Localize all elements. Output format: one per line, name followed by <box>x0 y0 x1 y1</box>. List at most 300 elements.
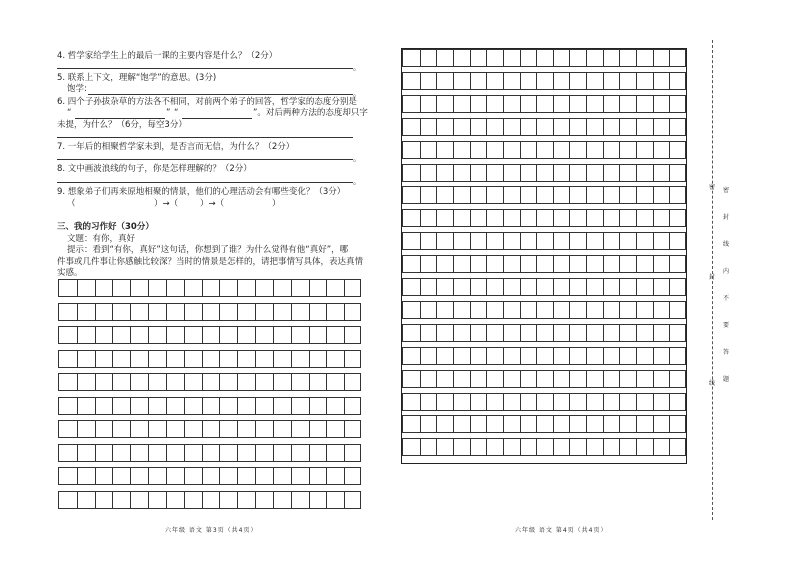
grid-cell-divider <box>219 327 220 343</box>
grid-cell-divider <box>420 233 421 249</box>
grid-cell-divider <box>273 421 274 437</box>
grid-cell-divider <box>553 50 554 66</box>
grid-cell-divider <box>520 256 521 272</box>
grid-cell-divider <box>553 371 554 387</box>
grid-cell-divider <box>653 439 654 455</box>
grid-cell-divider <box>219 492 220 508</box>
answer-line-q8[interactable] <box>57 182 353 183</box>
grid-cell-divider <box>636 73 637 89</box>
grid-cell-divider <box>536 50 537 66</box>
grid-cell-divider <box>420 416 421 432</box>
grid-cell-divider <box>470 256 471 272</box>
grid-cell-divider <box>470 348 471 364</box>
grid-cell-divider <box>636 142 637 158</box>
question-7: 7. 一年后的相聚哲学家未到，是否言而无信，为什么？（2分） <box>57 142 295 152</box>
answer-line-q6[interactable] <box>57 137 353 138</box>
grid-cell-divider <box>344 421 345 437</box>
grid-cell-divider <box>255 468 256 484</box>
answer-line-q5[interactable] <box>88 94 353 95</box>
grid-cell-divider <box>309 445 310 461</box>
grid-cell-divider <box>669 325 670 341</box>
grid-cell-divider <box>586 279 587 295</box>
grid-cell-divider <box>184 327 185 343</box>
grid-cell-divider <box>166 468 167 484</box>
grid-cell-divider <box>291 445 292 461</box>
grid-cell-divider <box>486 187 487 203</box>
grid-cell-divider <box>603 348 604 364</box>
seal-char: 密 <box>708 184 715 191</box>
grid-cell-divider <box>436 165 437 181</box>
grid-cell-divider <box>503 119 504 135</box>
grid-cell-divider <box>273 374 274 390</box>
grid-cell-divider <box>453 142 454 158</box>
grid-cell-divider <box>653 142 654 158</box>
grid-cell-divider <box>436 416 437 432</box>
grid-cell-divider <box>420 119 421 135</box>
grid-cell-divider <box>619 371 620 387</box>
grid-cell-divider <box>148 468 149 484</box>
grid-cell-divider <box>273 492 274 508</box>
grid-cell-divider <box>344 280 345 296</box>
grid-cell-divider <box>273 304 274 320</box>
grid-cell-divider <box>237 468 238 484</box>
grid-cell-divider <box>653 210 654 226</box>
grid-cell-divider <box>569 371 570 387</box>
grid-row <box>402 186 686 204</box>
grid-cell-divider <box>184 398 185 414</box>
grid-cell-divider <box>603 325 604 341</box>
grid-cell-divider <box>503 210 504 226</box>
grid-cell-divider <box>95 492 96 508</box>
grid-cell-divider <box>486 416 487 432</box>
grid-cell-divider <box>77 492 78 508</box>
grid-cell-divider <box>586 302 587 318</box>
grid-cell-divider <box>273 280 274 296</box>
grid-cell-divider <box>486 119 487 135</box>
grid-cell-divider <box>619 279 620 295</box>
grid-cell-divider <box>420 165 421 181</box>
grid-cell-divider <box>486 73 487 89</box>
grid-cell-divider <box>586 394 587 410</box>
grid-cell-divider <box>344 468 345 484</box>
grid-cell-divider <box>586 233 587 249</box>
grid-cell-divider <box>669 394 670 410</box>
grid-cell-divider <box>453 73 454 89</box>
grid-cell-divider <box>536 256 537 272</box>
grid-cell-divider <box>636 233 637 249</box>
grid-cell-divider <box>486 96 487 112</box>
grid-cell-divider <box>520 165 521 181</box>
grid-row <box>402 370 686 388</box>
grid-cell-divider <box>553 439 554 455</box>
grid-cell-divider <box>520 73 521 89</box>
grid-cell-divider <box>255 280 256 296</box>
grid-cell-divider <box>569 165 570 181</box>
grid-cell-divider <box>420 279 421 295</box>
grid-cell-divider <box>309 492 310 508</box>
grid-cell-divider <box>436 325 437 341</box>
grid-cell-divider <box>669 348 670 364</box>
grid-cell-divider <box>95 445 96 461</box>
grid-cell-divider <box>569 256 570 272</box>
grid-row <box>402 95 686 113</box>
grid-cell-divider <box>420 50 421 66</box>
grid-cell-divider <box>470 119 471 135</box>
grid-cell-divider <box>669 96 670 112</box>
grid-cell-divider <box>536 371 537 387</box>
grid-cell-divider <box>569 279 570 295</box>
grid-cell-divider <box>536 279 537 295</box>
grid-cell-divider <box>669 439 670 455</box>
grid-row <box>58 467 361 485</box>
grid-cell-divider <box>653 50 654 66</box>
grid-cell-divider <box>255 304 256 320</box>
question-8: 8. 文中画波浪线的句子，你是怎样理解的？（2分） <box>57 164 252 174</box>
grid-cell-divider <box>520 302 521 318</box>
grid-cell-divider <box>436 302 437 318</box>
grid-cell-divider <box>520 50 521 66</box>
grid-cell-divider <box>166 327 167 343</box>
grid-cell-divider <box>669 119 670 135</box>
grid-cell-divider <box>569 439 570 455</box>
grid-cell-divider <box>636 302 637 318</box>
grid-cell-divider <box>636 348 637 364</box>
grid-cell-divider <box>166 280 167 296</box>
grid-cell-divider <box>536 394 537 410</box>
grid-cell-divider <box>255 351 256 367</box>
grid-cell-divider <box>344 327 345 343</box>
question-4: 4. 哲学家给学生上的最后一课的主要内容是什么？（2分） <box>57 51 278 61</box>
grid-cell-divider <box>436 187 437 203</box>
grid-cell-divider <box>184 445 185 461</box>
grid-cell-divider <box>453 210 454 226</box>
grid-cell-divider <box>636 394 637 410</box>
page-footer-left: 六年级 语文 第3页（共4页） <box>165 527 258 534</box>
grid-row <box>402 347 686 365</box>
grid-cell-divider <box>202 398 203 414</box>
grid-cell-divider <box>636 187 637 203</box>
grid-cell-divider <box>553 416 554 432</box>
grid-cell-divider <box>184 492 185 508</box>
grid-cell-divider <box>202 374 203 390</box>
grid-cell-divider <box>130 327 131 343</box>
grid-cell-divider <box>95 398 96 414</box>
grid-cell-divider <box>166 421 167 437</box>
grid-cell-divider <box>112 445 113 461</box>
grid-cell-divider <box>436 394 437 410</box>
grid-cell-divider <box>453 233 454 249</box>
grid-row <box>402 278 686 296</box>
grid-cell-divider <box>669 233 670 249</box>
grid-cell-divider <box>453 325 454 341</box>
essay-hint-line3: 实感。 <box>57 268 83 278</box>
grid-cell-divider <box>420 73 421 89</box>
grid-cell-divider <box>503 325 504 341</box>
grid-cell-divider <box>486 371 487 387</box>
grid-cell-divider <box>520 371 521 387</box>
grid-cell-divider <box>586 50 587 66</box>
grid-cell-divider <box>436 279 437 295</box>
grid-cell-divider <box>326 280 327 296</box>
grid-cell-divider <box>453 394 454 410</box>
grid-cell-divider <box>148 398 149 414</box>
grid-cell-divider <box>669 73 670 89</box>
grid-cell-divider <box>291 351 292 367</box>
grid-cell-divider <box>603 233 604 249</box>
grid-cell-divider <box>166 374 167 390</box>
grid-cell-divider <box>184 304 185 320</box>
grid-cell-divider <box>669 187 670 203</box>
grid-cell-divider <box>603 96 604 112</box>
grid-row <box>402 255 686 273</box>
grid-cell-divider <box>112 351 113 367</box>
grid-row <box>402 438 686 456</box>
grid-cell-divider <box>603 73 604 89</box>
grid-cell-divider <box>486 325 487 341</box>
grid-cell-divider <box>520 325 521 341</box>
grid-row <box>402 118 686 136</box>
grid-cell-divider <box>344 398 345 414</box>
grid-cell-divider <box>309 398 310 414</box>
grid-cell-divider <box>130 280 131 296</box>
grid-cell-divider <box>202 351 203 367</box>
grid-cell-divider <box>619 210 620 226</box>
grid-cell-divider <box>536 73 537 89</box>
grid-cell-divider <box>420 187 421 203</box>
grid-cell-divider <box>291 280 292 296</box>
grid-cell-divider <box>237 445 238 461</box>
grid-cell-divider <box>470 210 471 226</box>
grid-cell-divider <box>586 96 587 112</box>
grid-cell-divider <box>603 119 604 135</box>
grid-cell-divider <box>486 256 487 272</box>
grid-cell-divider <box>166 492 167 508</box>
grid-cell-divider <box>520 96 521 112</box>
grid-cell-divider <box>486 348 487 364</box>
grid-cell-divider <box>653 325 654 341</box>
grid-cell-divider <box>503 96 504 112</box>
grid-cell-divider <box>344 492 345 508</box>
grid-cell-divider <box>148 304 149 320</box>
grid-cell-divider <box>470 73 471 89</box>
grid-cell-divider <box>309 421 310 437</box>
grid-cell-divider <box>586 119 587 135</box>
grid-cell-divider <box>470 50 471 66</box>
grid-cell-divider <box>326 421 327 437</box>
grid-cell-divider <box>486 302 487 318</box>
composition-grid-right[interactable] <box>401 48 687 464</box>
grid-cell-divider <box>453 439 454 455</box>
grid-cell-divider <box>237 351 238 367</box>
grid-cell-divider <box>326 327 327 343</box>
grid-cell-divider <box>420 394 421 410</box>
grid-cell-divider <box>653 302 654 318</box>
answer-line-q7[interactable] <box>57 159 353 160</box>
grid-cell-divider <box>273 327 274 343</box>
grid-cell-divider <box>470 165 471 181</box>
grid-cell-divider <box>553 119 554 135</box>
grid-cell-divider <box>420 371 421 387</box>
grid-cell-divider <box>503 165 504 181</box>
grid-cell-divider <box>586 371 587 387</box>
grid-cell-divider <box>166 445 167 461</box>
grid-cell-divider <box>453 256 454 272</box>
grid-cell-divider <box>669 210 670 226</box>
grid-cell-divider <box>553 210 554 226</box>
grid-cell-divider <box>420 210 421 226</box>
grid-cell-divider <box>148 421 149 437</box>
answer-blank-q6-1[interactable] <box>75 118 165 119</box>
grid-cell-divider <box>653 96 654 112</box>
grid-cell-divider <box>619 416 620 432</box>
grid-cell-divider <box>636 119 637 135</box>
grid-cell-divider <box>202 304 203 320</box>
grid-cell-divider <box>653 256 654 272</box>
grid-cell-divider <box>486 142 487 158</box>
grid-cell-divider <box>453 348 454 364</box>
grid-cell-divider <box>219 468 220 484</box>
essay-hint-line2: 件事或几件事让你感触比较深？当时的情景是怎样的，请把事情写具体，表达真情 <box>57 257 364 267</box>
answer-line-q4[interactable] <box>57 68 353 69</box>
grid-cell-divider <box>669 256 670 272</box>
grid-cell-divider <box>453 371 454 387</box>
grid-cell-divider <box>503 233 504 249</box>
grid-cell-divider <box>520 394 521 410</box>
grid-cell-divider <box>309 327 310 343</box>
grid-cell-divider <box>77 280 78 296</box>
grid-cell-divider <box>309 374 310 390</box>
grid-cell-divider <box>219 351 220 367</box>
grid-cell-divider <box>586 416 587 432</box>
grid-cell-divider <box>569 119 570 135</box>
grid-cell-divider <box>420 256 421 272</box>
grid-cell-divider <box>520 416 521 432</box>
grid-row <box>58 303 361 321</box>
grid-cell-divider <box>291 421 292 437</box>
grid-cell-divider <box>619 233 620 249</box>
seal-char: 封 <box>708 274 715 281</box>
grid-cell-divider <box>619 96 620 112</box>
grid-cell-divider <box>453 50 454 66</box>
grid-cell-divider <box>273 445 274 461</box>
grid-cell-divider <box>77 421 78 437</box>
grid-cell-divider <box>237 492 238 508</box>
grid-cell-divider <box>453 279 454 295</box>
grid-cell-divider <box>536 119 537 135</box>
grid-cell-divider <box>603 302 604 318</box>
grid-cell-divider <box>436 256 437 272</box>
grid-cell-divider <box>503 302 504 318</box>
grid-cell-divider <box>202 421 203 437</box>
grid-cell-divider <box>503 348 504 364</box>
grid-cell-divider <box>553 187 554 203</box>
grid-cell-divider <box>636 371 637 387</box>
grid-cell-divider <box>486 210 487 226</box>
grid-cell-divider <box>344 351 345 367</box>
grid-row <box>402 209 686 227</box>
grid-cell-divider <box>669 279 670 295</box>
grid-cell-divider <box>326 374 327 390</box>
grid-cell-divider <box>520 233 521 249</box>
grid-cell-divider <box>586 256 587 272</box>
grid-cell-divider <box>486 439 487 455</box>
grid-row <box>402 393 686 411</box>
grid-cell-divider <box>520 210 521 226</box>
grid-cell-divider <box>486 50 487 66</box>
grid-cell-divider <box>636 256 637 272</box>
grid-cell-divider <box>291 374 292 390</box>
grid-cell-divider <box>77 374 78 390</box>
grid-cell-divider <box>669 142 670 158</box>
grid-cell-divider <box>112 398 113 414</box>
grid-cell-divider <box>553 73 554 89</box>
grid-cell-divider <box>184 280 185 296</box>
grid-cell-divider <box>569 416 570 432</box>
grid-row <box>402 164 686 182</box>
section-3-title: 三、我的习作好（30分） <box>57 222 154 232</box>
grid-cell-divider <box>653 165 654 181</box>
grid-cell-divider <box>202 468 203 484</box>
grid-cell-divider <box>420 96 421 112</box>
grid-row <box>58 326 361 344</box>
grid-cell-divider <box>569 142 570 158</box>
grid-row <box>402 415 686 433</box>
grid-cell-divider <box>77 327 78 343</box>
grid-cell-divider <box>553 394 554 410</box>
grid-cell-divider <box>669 371 670 387</box>
grid-cell-divider <box>237 421 238 437</box>
grid-cell-divider <box>309 280 310 296</box>
grid-cell-divider <box>219 421 220 437</box>
grid-cell-divider <box>520 119 521 135</box>
grid-cell-divider <box>130 468 131 484</box>
grid-row <box>58 350 361 368</box>
grid-cell-divider <box>470 325 471 341</box>
grid-cell-divider <box>420 348 421 364</box>
grid-cell-divider <box>470 416 471 432</box>
grid-cell-divider <box>130 351 131 367</box>
grid-cell-divider <box>586 210 587 226</box>
grid-cell-divider <box>486 394 487 410</box>
grid-cell-divider <box>619 187 620 203</box>
grid-cell-divider <box>291 468 292 484</box>
question-9: 9. 想象弟子们再来原地相聚的情景，他们的心理活动会有哪些变化？（3分） <box>57 187 346 197</box>
grid-cell-divider <box>77 304 78 320</box>
grid-cell-divider <box>420 439 421 455</box>
answer-blank-q6-2[interactable] <box>182 118 252 119</box>
grid-cell-divider <box>273 351 274 367</box>
grid-cell-divider <box>569 302 570 318</box>
grid-cell-divider <box>130 304 131 320</box>
grid-cell-divider <box>166 398 167 414</box>
grid-cell-divider <box>344 445 345 461</box>
grid-cell-divider <box>636 210 637 226</box>
grid-cell-divider <box>77 468 78 484</box>
grid-cell-divider <box>486 279 487 295</box>
grid-row <box>58 420 361 438</box>
grid-cell-divider <box>112 374 113 390</box>
grid-cell-divider <box>636 96 637 112</box>
grid-cell-divider <box>130 492 131 508</box>
grid-cell-divider <box>569 73 570 89</box>
grid-cell-divider <box>436 439 437 455</box>
grid-cell-divider <box>653 394 654 410</box>
q5-label: 饱学: <box>67 84 87 94</box>
grid-cell-divider <box>148 445 149 461</box>
grid-cell-divider <box>603 394 604 410</box>
grid-cell-divider <box>453 416 454 432</box>
grid-cell-divider <box>536 142 537 158</box>
